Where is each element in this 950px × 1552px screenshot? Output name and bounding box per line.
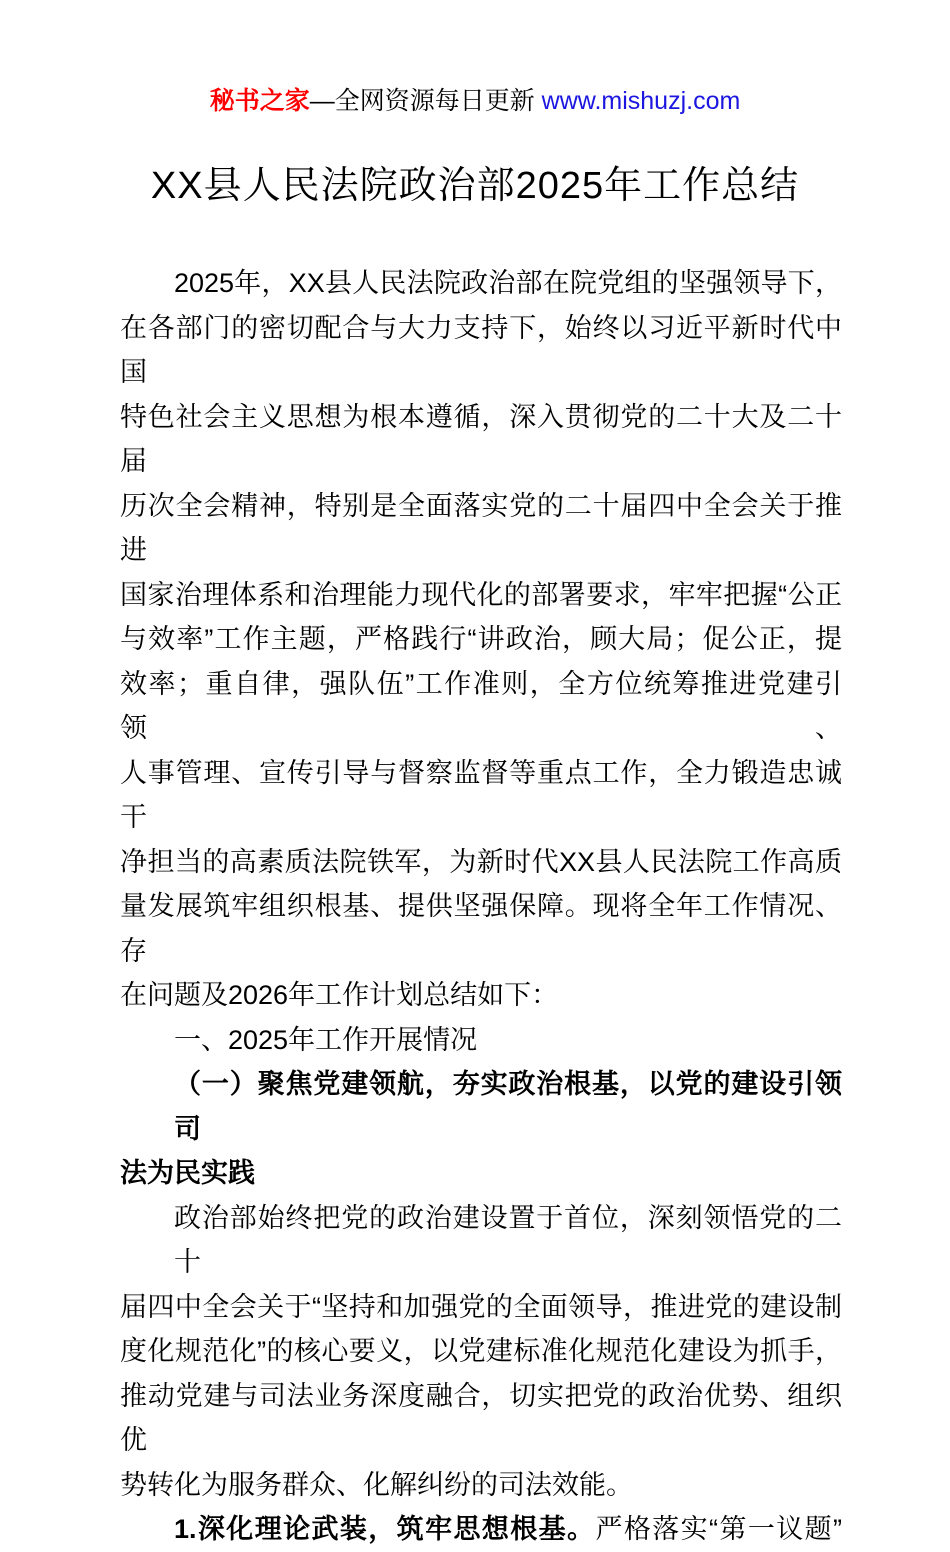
text-segment: 在问题及2026年工作计划总结如下：	[120, 980, 559, 1010]
bold-text-segment: 1.深化理论武装，筑牢思想根基。	[174, 1514, 596, 1544]
body-line	[120, 617, 842, 662]
bold-text-segment: 法为民实践	[120, 1158, 255, 1188]
text-segment: 严格落实“第一议题”	[595, 1514, 842, 1544]
document-body	[0, 261, 950, 1552]
text-segment: 政治部始终把党的政治建设置于首位，深刻领悟党的二十	[174, 1202, 842, 1277]
site-brand: 秘书之家	[209, 87, 310, 115]
body-line	[120, 1329, 842, 1374]
body-line	[120, 395, 842, 484]
document-page	[0, 84, 950, 1544]
bold-text-segment: （一）聚焦党建领航，夯实政治根基，以党的建设引领司	[174, 1069, 842, 1144]
text-segment: 势转化为服务群众、化解纠纷的司法效能。	[120, 1469, 633, 1500]
body-line	[120, 573, 842, 618]
body-line	[120, 1062, 842, 1151]
text-segment: 净担当的高素质法院铁军，为新时代XX县人民法院工作高质	[120, 846, 842, 877]
body-line	[120, 973, 842, 1018]
body-line	[120, 306, 842, 395]
site-url-link[interactable]: www.mishuzj.com	[541, 87, 741, 115]
body-line	[120, 1374, 842, 1463]
body-line	[120, 261, 842, 306]
text-segment: 在各部门的密切配合与大力支持下，始终以习近平新时代中国	[120, 312, 842, 387]
text-segment: 与效率”工作主题，严格践行“讲政治，顾大局；促公正，提	[120, 624, 842, 654]
page-title: XX县人民法院政治部2025年工作总结	[150, 165, 800, 207]
site-header	[0, 84, 950, 118]
body-line	[120, 1018, 842, 1063]
body-line	[120, 1196, 842, 1285]
text-segment: 国家治理体系和治理能力现代化的部署要求，牢牢把握“公正	[120, 579, 842, 610]
body-line	[120, 662, 842, 751]
body-line	[120, 751, 842, 840]
text-segment: 人事管理、宣传引导与督察监督等重点工作，全力锻造忠诚干	[120, 757, 842, 832]
body-line	[120, 1151, 842, 1196]
body-line	[120, 840, 842, 885]
text-segment: 历次全会精神，特别是全面落实党的二十届四中全会关于推进	[120, 490, 842, 565]
body-line	[120, 1285, 842, 1330]
site-tagline: —全网资源每日更新	[309, 87, 542, 115]
text-segment: 推动党建与司法业务深度融合，切实把党的政治优势、组织优	[120, 1380, 842, 1455]
text-segment: 特色社会主义思想为根本遵循，深入贯彻党的二十大及二十届	[120, 401, 842, 476]
body-line	[120, 1507, 842, 1552]
text-segment: 一、2025年工作开展情况	[174, 1024, 478, 1055]
text-segment: 效率；重自律，强队伍”工作准则，全方位统筹推进党建引领、	[120, 668, 842, 743]
text-segment: 量发展筑牢组织根基、提供坚强保障。现将全年工作情况、存	[120, 891, 842, 966]
body-line	[120, 484, 842, 573]
body-line	[120, 1463, 842, 1508]
text-segment: 届四中全会关于“坚持和加强党的全面领导，推进党的建设制	[120, 1291, 842, 1322]
text-segment: 2025年，XX县人民法院政治部在院党组的坚强领导下，	[174, 268, 842, 298]
text-segment: 度化规范化”的核心要义，以党建标准化规范化建设为抓手，	[120, 1336, 842, 1366]
body-line	[120, 884, 842, 973]
